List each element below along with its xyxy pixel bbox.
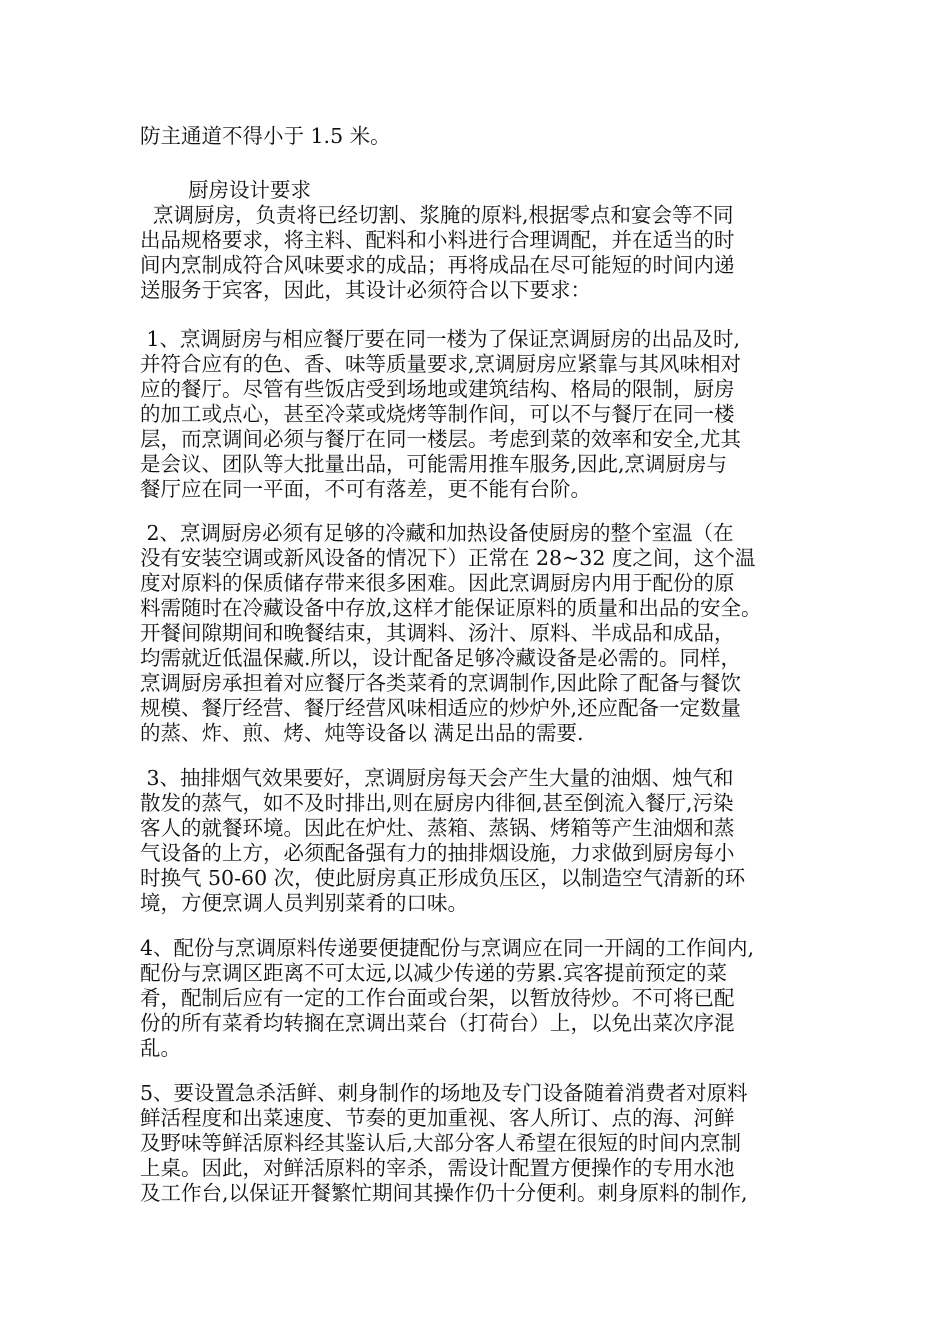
- text-line: 4、配份与烹调原料传递要便捷配份与烹调应在同一开阔的工作间内,: [140, 936, 755, 960]
- text-line: 2、烹调厨房必须有足够的冷藏和加热设备使厨房的整个室温（在: [140, 521, 734, 545]
- text-line: 客人的就餐环境。因此在炉灶、蒸箱、蒸锅、烤箱等产生油烟和蒸: [140, 816, 735, 840]
- text-line: 并符合应有的色、香、味等质量要求,烹调厨房应紧靠与其风味相对: [140, 352, 742, 376]
- text-line: 度对原料的保质储存带来很多困难。因此烹调厨房内用于配份的原: [140, 571, 735, 595]
- text-line: 鲜活程度和出菜速度、节奏的更加重视、客人所订、点的海、河鲜: [140, 1106, 735, 1130]
- text-line: 肴，配制后应有一定的工作台面或台架，以暂放待炒。不可将已配: [140, 986, 735, 1010]
- text-line: 烹调厨房承担着对应餐厅各类菜肴的烹调制作,因此除了配备与餐饮: [140, 671, 742, 695]
- text-line: 开餐间隙期间和晚餐结束，其调料、汤汁、原料、半成品和成品，: [140, 621, 735, 645]
- text-line: 1、烹调厨房与相应餐厅要在同一楼为了保证烹调厨房的出品及时,: [140, 327, 741, 351]
- section-heading: 厨房设计要求: [188, 178, 311, 202]
- text-line: 及野味等鲜活原料经其鉴认后,大部分客人希望在很短的时间内烹制: [140, 1131, 742, 1155]
- text-line: 的加工或点心，甚至冷菜或烧烤等制作间，可以不与餐厅在同一楼: [140, 402, 735, 426]
- text-line: 均需就近低温保藏.所以，设计配备足够冷藏设备是必需的。同样，: [140, 646, 742, 670]
- text-line: 时换气 50-60 次，使此厨房真正形成负压区，以制造空气清新的环: [140, 866, 746, 890]
- text-line: 乱。: [140, 1036, 181, 1060]
- text-line: 料需随时在冷藏设备中存放,这样才能保证原料的质量和出品的安全。: [140, 596, 762, 620]
- text-line: 烹调厨房，负责将已经切割、浆腌的原料,根据零点和宴会等不同: [140, 203, 734, 227]
- text-line: 的蒸、炸、煎、烤、炖等设备以 满足出品的需要.: [140, 721, 584, 745]
- text-line: 应的餐厅。尽管有些饭店受到场地或建筑结构、格局的限制，厨房: [140, 377, 735, 401]
- text-line: 3、抽排烟气效果要好，烹调厨房每天会产生大量的油烟、烛气和: [140, 766, 734, 790]
- text-line: 层，而烹调间必须与餐厅在同一楼层。考虑到菜的效率和安全,尤其: [140, 427, 742, 451]
- text-line: 5、要设置急杀活鲜、刺身制作的场地及专门设备随着消费者对原料: [140, 1081, 748, 1105]
- text-line: 没有安装空调或新风设备的情况下）正常在 28~32 度之间，这个温: [140, 546, 756, 570]
- text-line: 间内烹制成符合风味要求的成品；再将成品在尽可能短的时间内递: [140, 253, 735, 277]
- text-line: 规模、餐厅经营、餐厅经营风味相适应的炒炉外,还应配备一定数量: [140, 696, 742, 720]
- text-line: 气设备的上方，必须配备强有力的抽排烟设施，力求做到厨房每小: [140, 841, 735, 865]
- text-line: 是会议、团队等大批量出品，可能需用推车服务,因此,烹调厨房与: [140, 452, 728, 476]
- text-line: 配份与烹调区距离不可太远,以减少传递的劳累.宾客提前预定的菜: [140, 961, 728, 985]
- text-line: 上桌。因此，对鲜活原料的宰杀，需设计配置方便操作的专用水池: [140, 1156, 735, 1180]
- text-line: 餐厅应在同一平面，不可有落差，更不能有台阶。: [140, 477, 591, 501]
- text-line: 散发的蒸气，如不及时排出,则在厨房内徘徊,甚至倒流入餐厅,污染: [140, 791, 734, 815]
- text-line: 防主通道不得小于 1.5 米。: [140, 124, 391, 148]
- text-line: 境，方便烹调人员判别菜肴的口味。: [140, 891, 468, 915]
- text-line: 出品规格要求，将主料、配料和小料进行合理调配，并在适当的时: [140, 228, 735, 252]
- text-line: 及工作台,以保证开餐繁忙期间其操作仍十分便利。刺身原料的制作,: [140, 1181, 748, 1205]
- text-line: 份的所有菜肴均转搁在烹调出菜台（打荷台）上，以免出菜次序混: [140, 1011, 735, 1035]
- text-line: 送服务于宾客，因此，其设计必须符合以下要求：: [140, 278, 591, 302]
